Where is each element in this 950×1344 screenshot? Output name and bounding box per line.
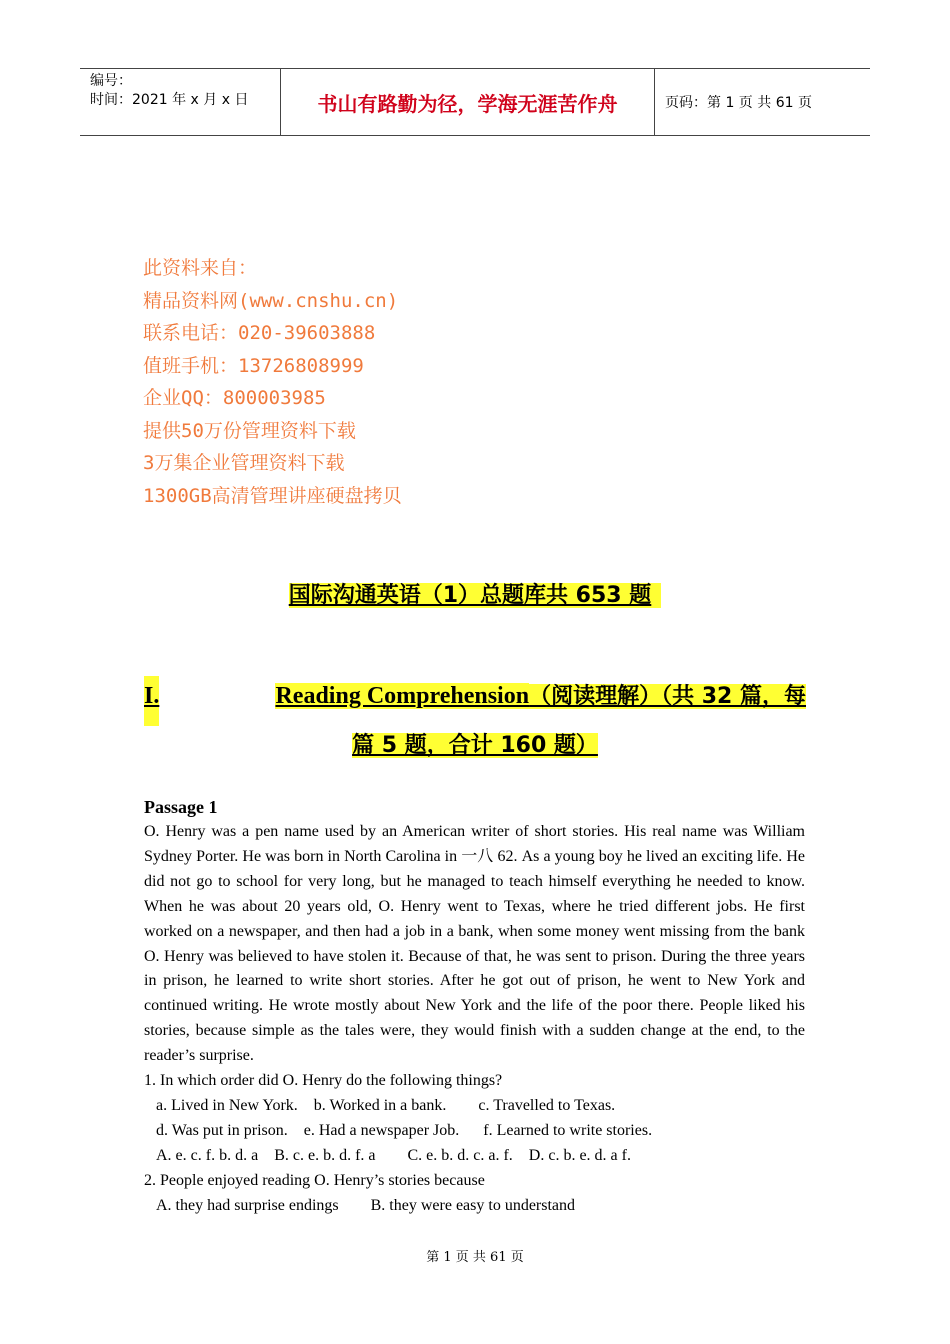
- passage: [144, 794, 805, 1219]
- document-title-text: 国际沟通英语（1）总题库共 653 题: [289, 583, 662, 608]
- advert-line: 1300GB高清管理讲座硬盘拷贝: [143, 484, 402, 507]
- question-option-line: d. Was put in prison. e. Had a newspaper Job. f. Learned to write stories.: [156, 1121, 653, 1139]
- advert-line: 3万集企业管理资料下载: [143, 452, 345, 474]
- question-option-line: A. they had surprise endings B. they were easy to understand: [156, 1196, 576, 1214]
- header-motto: 书山有路勤为径，学海无涯苦作舟: [281, 69, 655, 135]
- question-stem: 2. People enjoyed reading O. Henry’s stories because: [144, 1171, 485, 1189]
- section-heading: [144, 676, 806, 776]
- advert-line: 此资料来自：: [143, 257, 258, 279]
- advert-line: 精品资料网(www.cnshu.cn): [143, 289, 399, 312]
- question-stem: 1. In which order did O. Henry do the following things?: [144, 1072, 503, 1090]
- advert-block: [143, 252, 402, 512]
- page-footer: 第 1 页 共 61 页: [426, 1250, 524, 1265]
- passage-title: Passage 1: [144, 797, 218, 817]
- header-number: 编号：: [90, 73, 132, 89]
- advert-line: 联系电话：020-39603888: [143, 322, 376, 344]
- advert-line: 企业QQ：800003985: [143, 387, 326, 409]
- question-option-line: a. Lived in New York. b. Worked in a bank. c. Travelled to Texas.: [156, 1096, 616, 1114]
- section-subtitle: （阅读理解）（共 32 篇，每: [529, 684, 806, 709]
- document-title: [0, 578, 950, 609]
- question-option-line: A. e. c. f. b. d. a B. c. e. b. d. f. a C. e. b. d. c. a. f. D. c. b. e. d. a f.: [156, 1146, 631, 1164]
- passage-body: O. Henry was a pen name used by an American writer of short stories. His real name was William Sydney Porter. He was born in North Carolina in 一八 62. As a young boy he lived an exciting life. He did not go to school for very long, but he managed to teach himself everything he needed to know. When he was about 20 years old, O. Henry went to Texas, where he tried different jobs. He first worked on a newspaper, and then had a job in a bank, when some money went missing from the bank O. Henry was believed to have stolen it. Because of that, he was sent to prison. During the three years in prison, he learned to write short stories. After he got out of prison, he went to New York and continued writing. He wrote mostly about New York and the life of the poor there. People liked his stories, because simple as the tales were, they would finish with a sudden change at the end, to the reader’s surprise.: [144, 823, 805, 1065]
- header-meta: [80, 69, 281, 135]
- section-subtitle-cont: 篇 5 题，合计 160 题）: [352, 733, 598, 758]
- header-page-number: 页码：第 1 页 共 61 页: [665, 95, 812, 111]
- advert-line: 提供50万份管理资料下载: [143, 419, 356, 442]
- header-time: 时间：2021 年 x 月 x 日: [90, 92, 249, 108]
- section-name: Reading Comprehension: [275, 683, 530, 709]
- section-number: I.: [144, 676, 159, 726]
- advert-line: 值班手机：13726808999: [143, 354, 364, 377]
- document-header: [80, 68, 870, 136]
